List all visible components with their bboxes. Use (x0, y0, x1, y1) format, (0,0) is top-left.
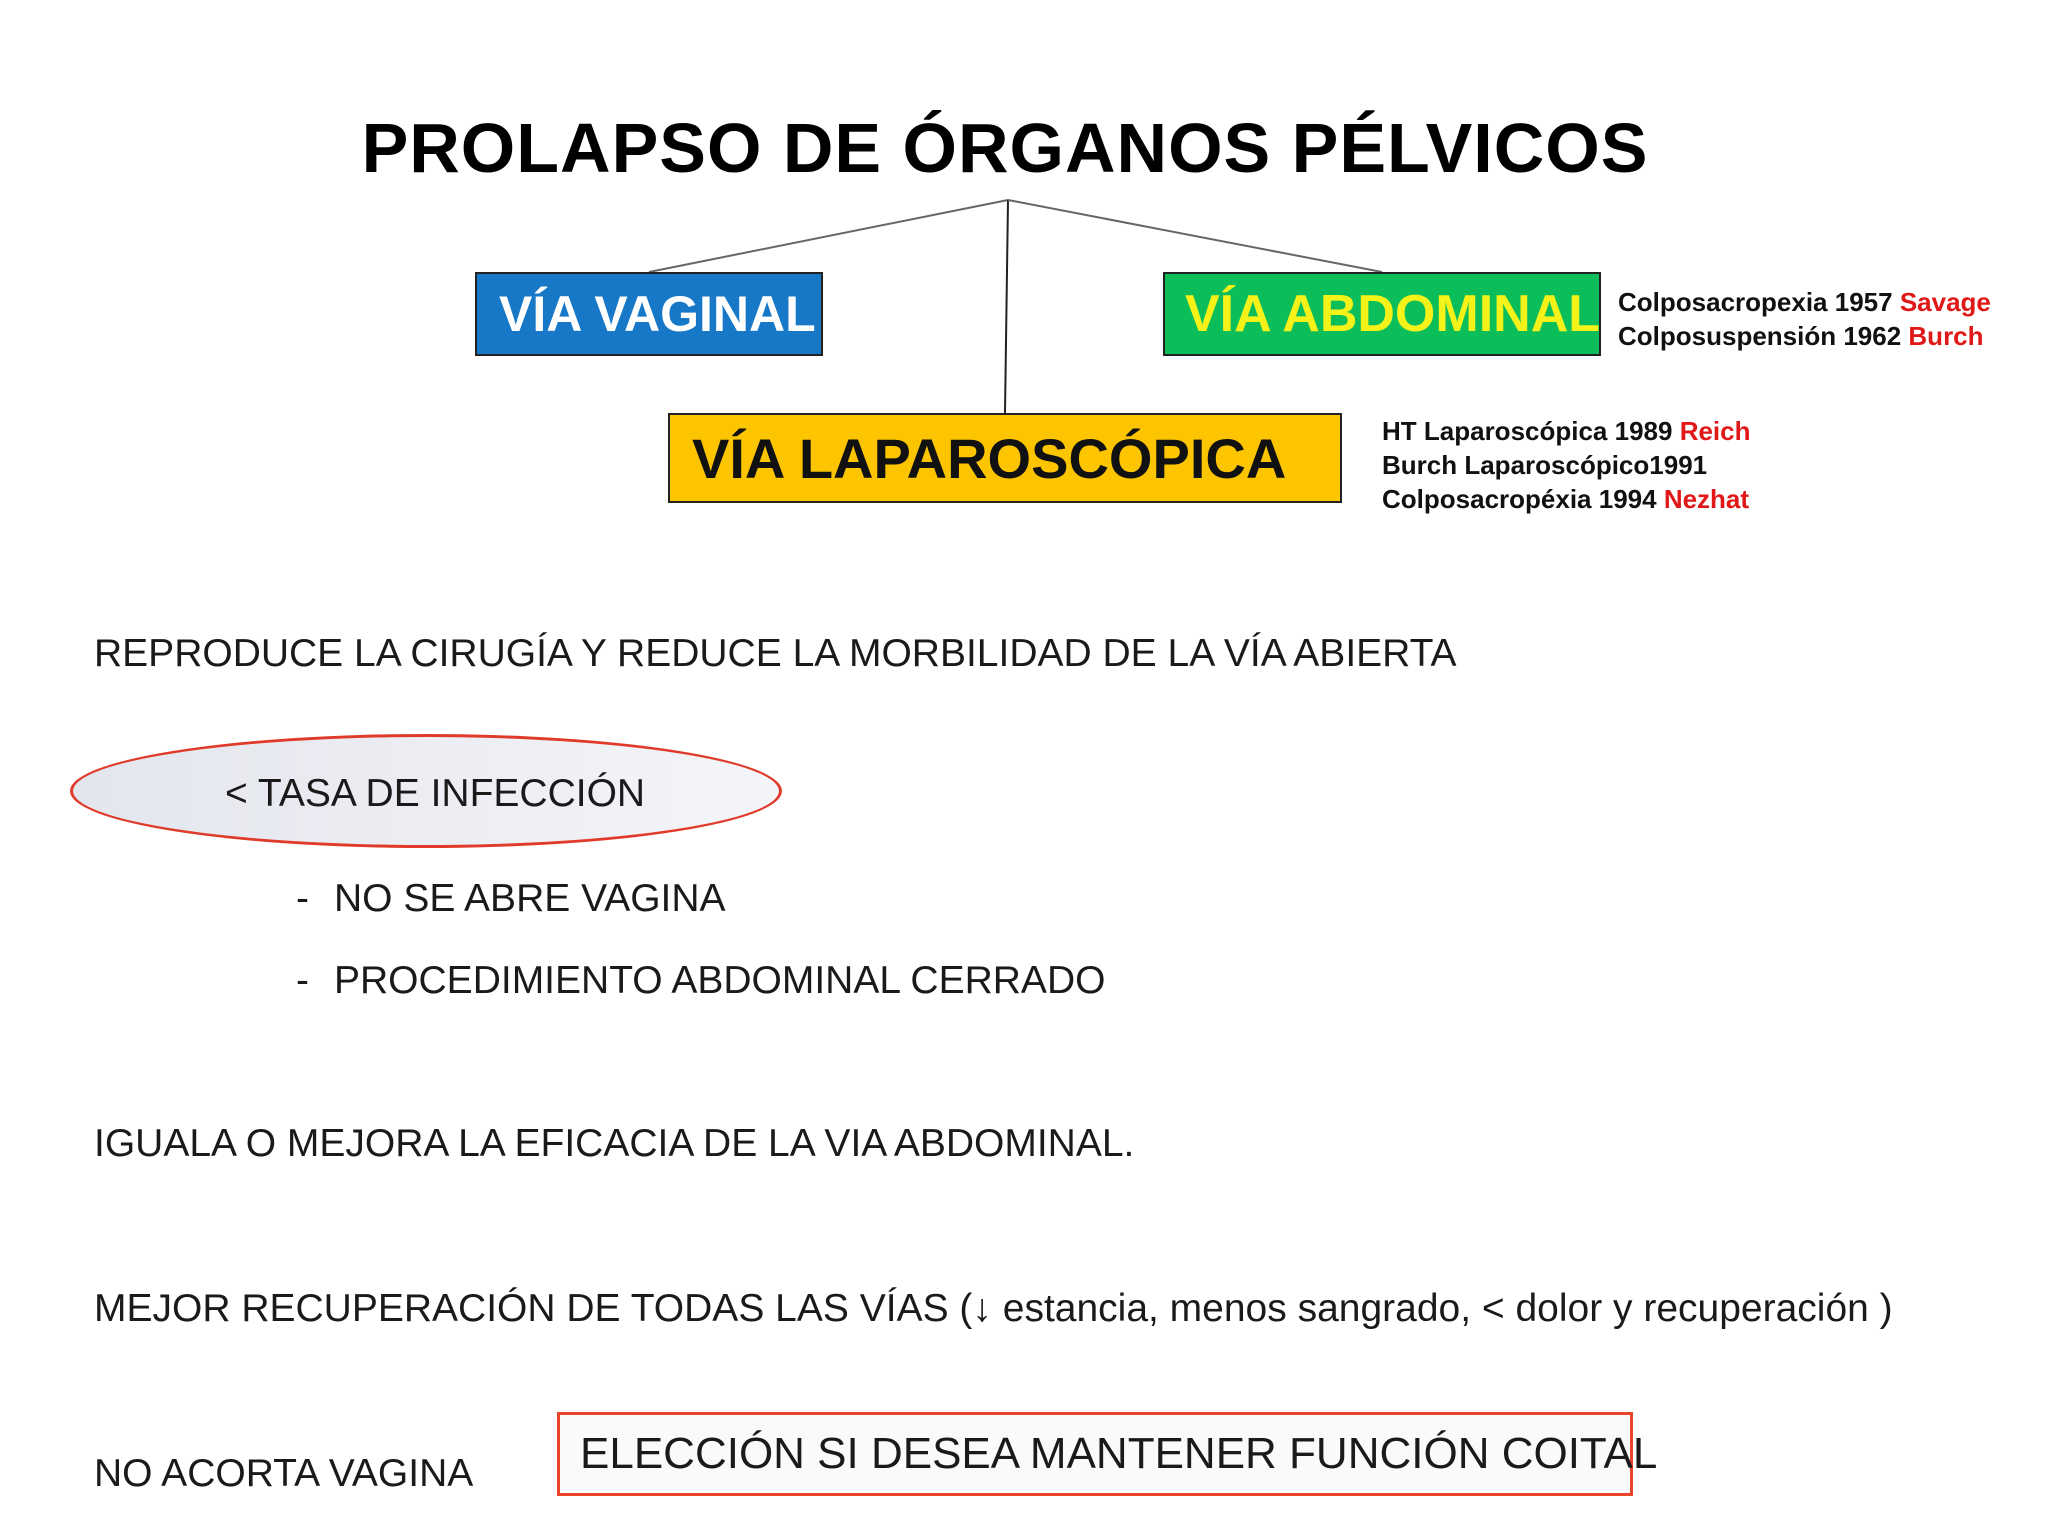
via-vaginal-label: VÍA VAGINAL (499, 286, 816, 342)
via-abdominal-box (1163, 272, 1601, 356)
bullet-item: - PROCEDIMIENTO ABDOMINAL CERRADO (296, 959, 1106, 1002)
reference-author: Savage (1899, 287, 1991, 317)
bullet-item: - NO SE ABRE VAGINA (296, 877, 726, 920)
reference-line: HT Laparoscópica 1989 Reich (1382, 416, 1751, 446)
reference-line: Colposacropexia 1957 Savage (1618, 287, 1991, 317)
vagina-length-statement: NO ACORTA VAGINA (94, 1452, 474, 1495)
slide-title: PROLAPSO DE ÓRGANOS PÉLVICOS (361, 109, 1649, 187)
reference-line: Colposacropéxia 1994 Nezhat (1382, 484, 1750, 514)
via-laparoscopica-box (668, 413, 1342, 503)
connector-to-abdominal (1008, 200, 1382, 272)
bullet-dash: - (296, 959, 309, 1002)
via-abdominal-label: VÍA ABDOMINAL (1185, 285, 1601, 343)
connector-to-laparoscopic (1005, 200, 1008, 413)
reference-line: Colposuspensión 1962 Burch (1618, 321, 1984, 351)
connector-to-vaginal (649, 200, 1008, 272)
coital-function-box (557, 1412, 1658, 1496)
efficacy-statement: IGUALA O MEJORA LA EFICACIA DE LA VIA ABDOMINAL. (94, 1122, 1135, 1165)
reproduce-statement: REPRODUCE LA CIRUGÍA Y REDUCE LA MORBILIDAD DE LA VÍA ABIERTA (94, 632, 1457, 675)
via-laparoscopica-label: VÍA LAPAROSCÓPICA (692, 426, 1287, 490)
reference-author: Reich (1679, 416, 1751, 446)
reference-author: Nezhat (1663, 484, 1750, 514)
coital-function-text: ELECCIÓN SI DESEA MANTENER FUNCIÓN COITAL (580, 1429, 1658, 1478)
reference-author: Burch (1908, 321, 1984, 351)
via-vaginal-box (475, 272, 823, 356)
infection-rate-text: < TASA DE INFECCIÓN (225, 772, 646, 815)
recovery-statement: MEJOR RECUPERACIÓN DE TODAS LAS VÍAS (↓ estancia, menos sangrado, < dolor y recuperación ) (94, 1287, 1893, 1330)
abdominal-references (1618, 285, 1991, 353)
laparoscopic-references (1382, 414, 1751, 516)
reference-line: Burch Laparoscópico1991 (1382, 450, 1708, 480)
bullet-dash: - (296, 877, 309, 920)
